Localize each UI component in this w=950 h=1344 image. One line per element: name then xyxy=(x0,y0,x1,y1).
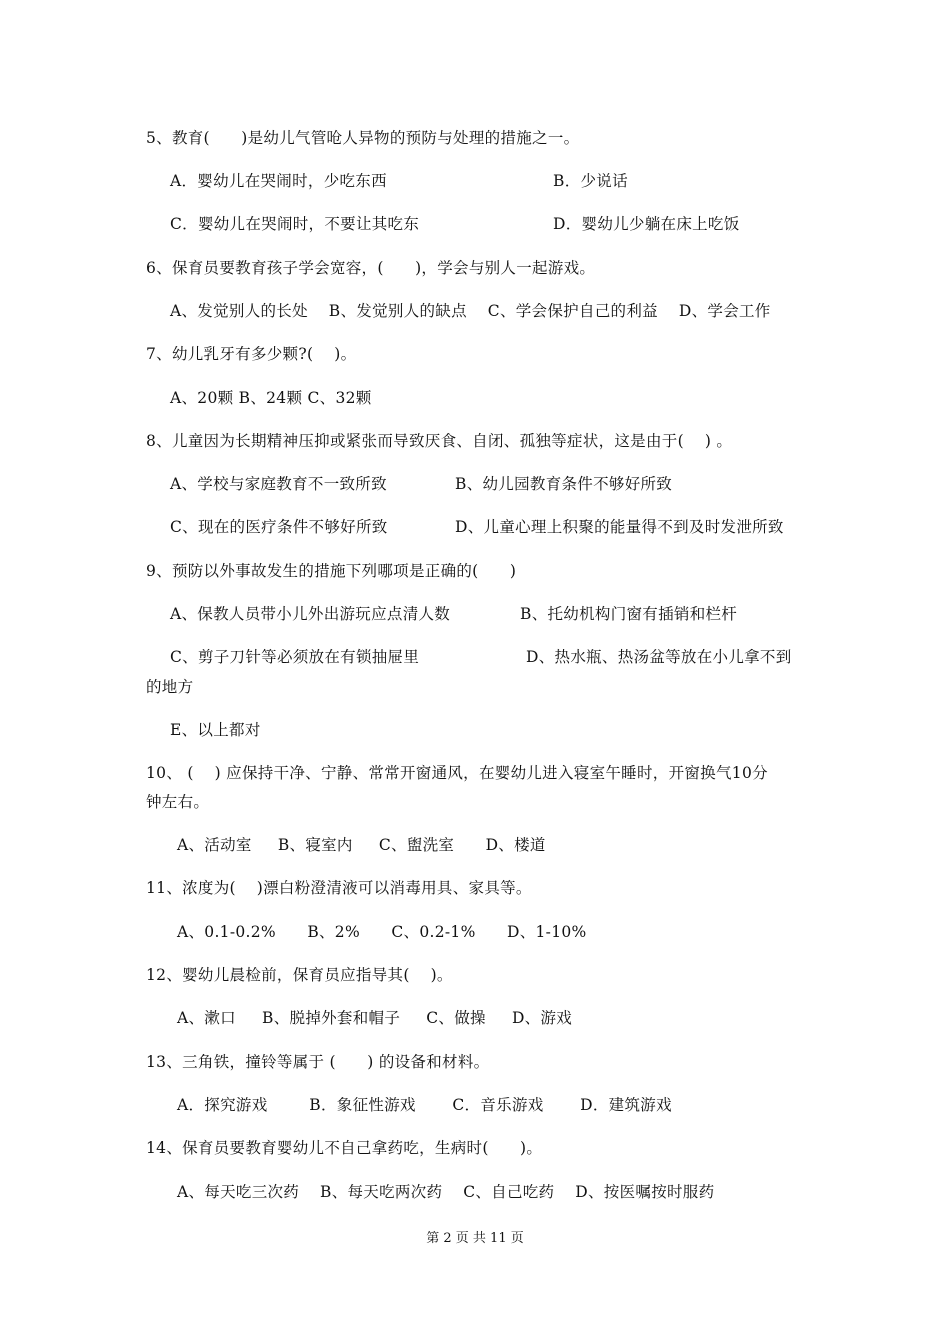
question-8-option-b: B、幼儿园教育条件不够好所致 xyxy=(455,475,673,493)
question-14-options: A、每天吃三次药 B、每天吃两次药 C、自己吃药 D、按医嘱按时服药 xyxy=(177,1183,715,1201)
question-5-option-b: B．少说话 xyxy=(553,172,628,190)
question-5-option-d: D．婴幼儿少躺在床上吃饭 xyxy=(553,215,740,233)
question-5-option-c: C．婴幼儿在哭闹时，不要让其吃东 xyxy=(170,215,420,233)
question-9-option-b: B、托幼机构门窗有插销和栏杆 xyxy=(520,605,738,623)
question-12-options: A、漱口 B、脱掉外套和帽子 C、做操 D、游戏 xyxy=(177,1009,573,1027)
question-5-option-a: A．婴幼儿在哭闹时，少吃东西 xyxy=(170,172,387,190)
question-6-stem: 6、保育员要教育孩子学会宽容，( )，学会与别人一起游戏。 xyxy=(146,259,596,277)
question-13-stem: 13、三角铁，撞铃等属于 ( ) 的设备和材料。 xyxy=(146,1053,490,1071)
question-10-stem-continued: 钟左右。 xyxy=(146,793,210,811)
question-9-option-d-continued: 的地方 xyxy=(146,678,194,696)
question-14-stem: 14、保育员要教育婴幼儿不自己拿药吃，生病时( )。 xyxy=(146,1139,543,1157)
question-9-option-d: D、热水瓶、热汤盆等放在小儿拿不到 xyxy=(526,648,792,666)
question-10-stem: 10、 ( ) 应保持干净、宁静、常常开窗通风，在婴幼儿进入寝室午睡时，开窗换气10分 xyxy=(146,764,768,782)
question-8-option-d: D、儿童心理上积聚的能量得不到及时发泄所致 xyxy=(455,518,784,536)
question-11-stem: 11、浓度为( )漂白粉澄清液可以消毒用具、家具等。 xyxy=(146,879,532,897)
question-8-option-a: A、学校与家庭教育不一致所致 xyxy=(170,475,387,493)
question-7-options: A、20颗 B、24颗 C、32颗 xyxy=(170,389,372,407)
question-9-option-a: A、保教人员带小儿外出游玩应点清人数 xyxy=(170,605,451,623)
question-6-options: A、发觉别人的长处 B、发觉别人的缺点 C、学会保护自己的利益 D、学会工作 xyxy=(170,302,771,320)
question-8-stem: 8、儿童因为长期精神压抑或紧张而导致厌食、自闭、孤独等症状，这是由于( ) 。 xyxy=(146,432,733,450)
question-8-option-c: C、现在的医疗条件不够好所致 xyxy=(170,518,388,536)
question-12-stem: 12、婴幼儿晨检前，保育员应指导其( )。 xyxy=(146,966,453,984)
question-9-option-c: C、剪子刀针等必须放在有锁抽屉里 xyxy=(170,648,420,666)
question-7-stem: 7、幼儿乳牙有多少颗?( )。 xyxy=(146,345,357,363)
question-5-stem: 5、教育( )是幼儿气管呛人异物的预防与处理的措施之一。 xyxy=(146,129,580,147)
question-9-stem: 9、预防以外事故发生的措施下列哪项是正确的( ) xyxy=(146,562,517,580)
question-10-options: A、活动室 B、寝室内 C、盥洗室 D、楼道 xyxy=(177,836,546,854)
page-number-footer: 第 2 页 共 11 页 xyxy=(426,1231,524,1246)
question-11-options: A、0.1-0.2% B、2% C、0.2-1% D、1-10% xyxy=(177,923,587,941)
question-9-option-e: E、以上都对 xyxy=(170,721,261,739)
question-13-options: A．探究游戏 B．象征性游戏 C．音乐游戏 D．建筑游戏 xyxy=(177,1096,672,1114)
